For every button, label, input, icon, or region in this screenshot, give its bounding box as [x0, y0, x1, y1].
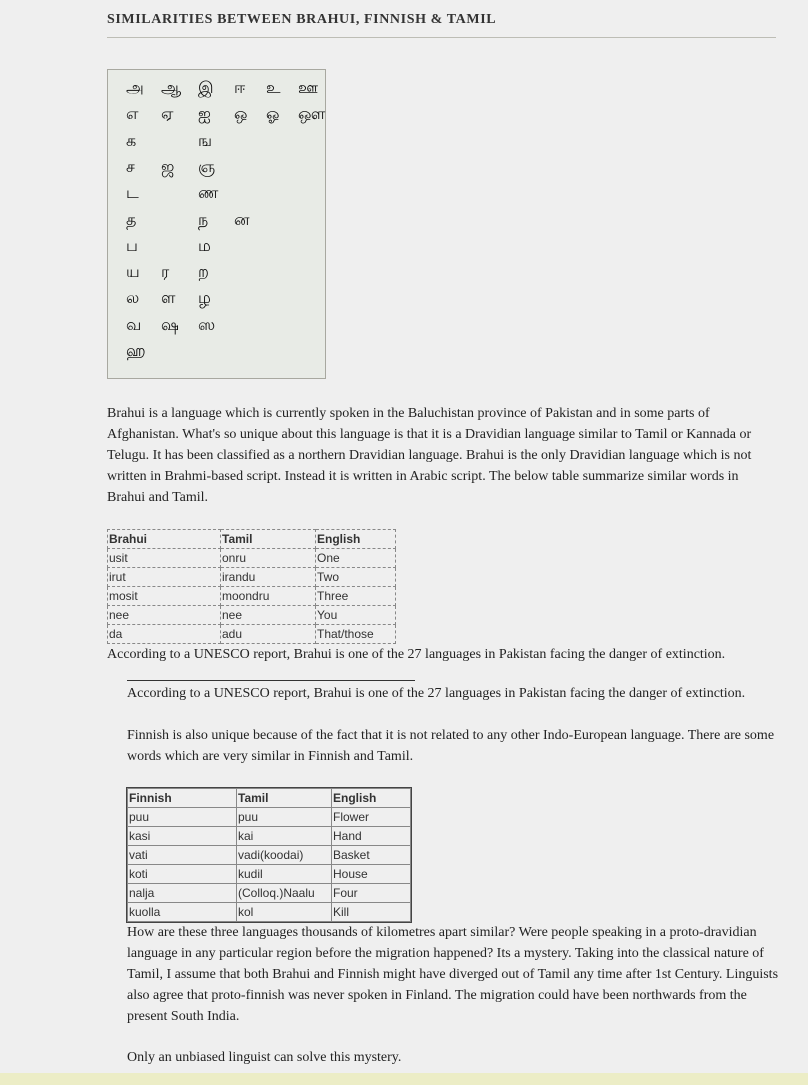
- table-cell: nee: [108, 606, 221, 625]
- tamil-letter: ங: [198, 130, 213, 150]
- table-cell: You: [316, 606, 396, 625]
- column-header: Finnish: [128, 789, 237, 808]
- table-row: [128, 827, 411, 846]
- table-cell: vati: [128, 846, 237, 865]
- finnish-tamil-table: [127, 788, 411, 922]
- tamil-letter: ஈ: [234, 78, 246, 97]
- table-row: [108, 549, 396, 568]
- brahui-paragraph: Brahui is a language which is currently spoken in the Baluchistan province of Pakistan and in some parts of Afghanistan. What's so unique about this language is that it is a Dravidian language similar to Tamil or Kannada or Telugu. It has been classified as a northern Dravidian language. Brahui is the only Dravidian language which is not written in Brahmi-based script. Instead it is written in Arabic script. The below table summarize similar words in Brahui and Tamil.: [107, 406, 752, 505]
- tamil-letter: எ: [126, 104, 139, 124]
- table-cell: adu: [221, 625, 316, 644]
- table-cell: (Colloq.)Naalu: [237, 884, 332, 903]
- table-cell: That/those: [316, 625, 396, 644]
- table-cell: kudil: [237, 865, 332, 884]
- tamil-letter: ஸ: [198, 314, 216, 334]
- table-cell: irandu: [221, 568, 316, 587]
- tamil-letter: ஒ: [234, 104, 248, 124]
- table-cell: kai: [237, 827, 332, 846]
- tamil-letter: ப: [126, 235, 138, 255]
- column-header: Tamil: [237, 789, 332, 808]
- tamil-letter: அ: [126, 78, 144, 97]
- table-row: [108, 625, 396, 644]
- tamil-letter: ர: [161, 262, 170, 282]
- table-cell: nee: [221, 606, 316, 625]
- tamil-letter: ஹ: [126, 341, 146, 360]
- table-cell: onru: [221, 549, 316, 568]
- column-header: English: [332, 789, 411, 808]
- table-cell: moondru: [221, 587, 316, 606]
- table-row: [108, 587, 396, 606]
- tamil-letter: ஜ: [161, 156, 175, 176]
- tamil-letter: ன: [234, 209, 250, 229]
- table-cell: Three: [316, 587, 396, 606]
- tamil-letter: ய: [126, 262, 140, 282]
- brahui-tamil-table: [107, 529, 396, 644]
- tamil-letter: உ: [266, 78, 281, 97]
- table-cell: usit: [108, 549, 221, 568]
- table-cell: vadi(koodai): [237, 846, 332, 865]
- conclusion-paragraph: How are these three languages thousands of kilometres apart similar? Were people speaking in a proto-dravidian language in any particular region before the migration happened? Its a mystery. Taking into the classical nature of Tamil, I assume that both Brahui and Finnish might have diverged out of Tamil any time after 1st Century. Linguists also agree that proto-finnish was never spoken in Finland. The migration could have been northwards from the present South India.: [127, 925, 779, 1024]
- table-cell: House: [332, 865, 411, 884]
- tamil-letter: ழ: [198, 288, 211, 308]
- table-row: [128, 865, 411, 884]
- table-cell: kol: [237, 903, 332, 922]
- unesco-note: According to a UNESCO report, Brahui is one of the 27 languages in Pakistan facing the danger of extinction.: [107, 647, 726, 662]
- table-row: [128, 846, 411, 865]
- tamil-alphabet-image: [107, 69, 326, 379]
- tamil-letter: ம: [198, 235, 211, 255]
- tamil-letter: ஔ: [298, 104, 326, 124]
- closing-line: Only an unbiased linguist can solve this mystery.: [127, 1050, 402, 1065]
- tamil-letter: ஐ: [198, 104, 211, 124]
- tamil-letter: ஏ: [161, 104, 174, 124]
- table-cell: Flower: [332, 808, 411, 827]
- table-cell: Two: [316, 568, 396, 587]
- table-row: [108, 606, 396, 625]
- tamil-letter: ற: [198, 262, 209, 282]
- table-row: [128, 884, 411, 903]
- finnish-paragraph: Finnish is also unique because of the fact that it is not related to any other Indo-European language. There are some words which are very similar in Finnish and Tamil.: [127, 728, 775, 764]
- table-cell: mosit: [108, 587, 221, 606]
- table-cell: irut: [108, 568, 221, 587]
- post-title: SIMILARITIES BETWEEN BRAHUI, FINNISH & TAMIL: [107, 12, 497, 27]
- tamil-letter: ந: [198, 209, 209, 229]
- tamil-letter: ண: [198, 183, 219, 203]
- tamil-letter: ஷ: [161, 314, 179, 334]
- title-divider: [107, 37, 776, 38]
- table-cell: puu: [128, 808, 237, 827]
- table-cell: kuolla: [128, 903, 237, 922]
- table-cell: One: [316, 549, 396, 568]
- tamil-letter: இ: [198, 78, 214, 97]
- tamil-letter: ள: [161, 288, 176, 308]
- table-cell: puu: [237, 808, 332, 827]
- tamil-letter: ல: [126, 288, 140, 308]
- column-header: Brahui: [108, 530, 221, 549]
- tamil-letter: ஓ: [266, 104, 280, 124]
- table-cell: Hand: [332, 827, 411, 846]
- divider: [127, 680, 415, 681]
- table-header-row: [108, 530, 396, 549]
- table-row: [128, 903, 411, 922]
- tamil-letter: ச: [126, 156, 135, 176]
- unesco-note-repeat: According to a UNESCO report, Brahui is one of the 27 languages in Pakistan facing the danger of extinction.: [127, 686, 746, 701]
- table-row: [128, 808, 411, 827]
- table-cell: nalja: [128, 884, 237, 903]
- footer-strip: [0, 1073, 808, 1085]
- table-cell: Kill: [332, 903, 411, 922]
- tamil-letter: ஞ: [198, 156, 216, 176]
- tamil-letter: க: [126, 130, 137, 150]
- column-header: Tamil: [221, 530, 316, 549]
- table-row: [108, 568, 396, 587]
- table-cell: koti: [128, 865, 237, 884]
- tamil-letter: த: [126, 209, 137, 229]
- table-cell: Basket: [332, 846, 411, 865]
- table-cell: da: [108, 625, 221, 644]
- tamil-letter: ஆ: [161, 78, 182, 97]
- table-cell: Four: [332, 884, 411, 903]
- table-cell: kasi: [128, 827, 237, 846]
- table-header-row: [128, 789, 411, 808]
- column-header: English: [316, 530, 396, 549]
- tamil-letter: வ: [126, 314, 142, 334]
- tamil-letter: ட: [126, 183, 139, 203]
- tamil-letter: ஊ: [298, 78, 319, 97]
